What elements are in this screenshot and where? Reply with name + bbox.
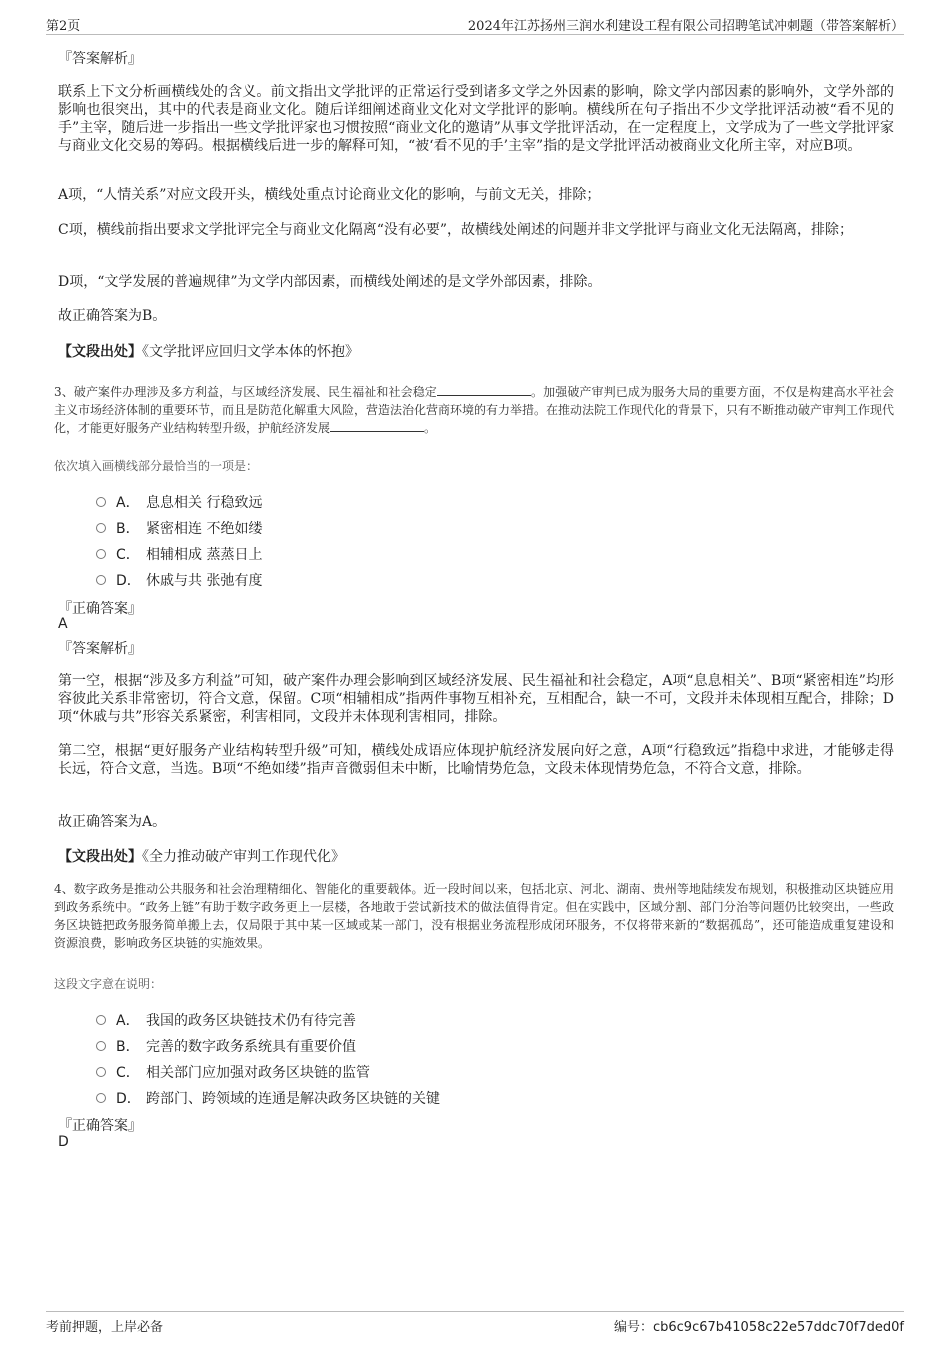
option-text: 休戚与共 张弛有度 bbox=[146, 573, 263, 589]
answer-conclusion: 故正确答案为A。 bbox=[58, 814, 167, 830]
radio-button[interactable] bbox=[96, 1041, 106, 1051]
page-footer bbox=[46, 1311, 904, 1334]
option-key: A． bbox=[116, 495, 140, 511]
analysis-paragraph: 第二空，根据“更好服务产业结构转型升级”可知，横线处成语应体现护航经济发展向好之意，A项“行稳致远”指稳中求进，才能够走得长远，符合文意，当选。B项“不绝如缕”指声音微弱但未中断，比喻情势危急，文段未体现情势危急，不符合文意，排除。 bbox=[58, 743, 894, 777]
option-key: D． bbox=[116, 573, 141, 589]
option-text: 完善的数字政务系统具有重要价值 bbox=[146, 1039, 356, 1055]
radio-button[interactable] bbox=[96, 1093, 106, 1103]
option-text: 我国的政务区块链技术仍有待完善 bbox=[146, 1013, 356, 1029]
question-4-text: 4、数字政务是推动公共服务和社会治理精细化、智能化的重要载体。近一段时间以来，包括北京、河北、湖南、贵州等地陆续发布规划，积极推动区块链应用到政务系统中。“政务上链”有助于数字政务更上一层楼，各地敢于尝试新技术的做法值得肯定。但在实践中，区域分割、部门分治等问题仍比较突出，一些政务区块链把政务服务简单搬上去，仅局限于其中某一区域或某一部门，没有根据业务流程形成闭环服务，不仅将带来新的“数据孤岛”，还可能造成重复建设和资源浪费，影响政务区块链的实施效果。 bbox=[54, 882, 894, 950]
page-number: 第2页 bbox=[46, 19, 81, 34]
option-key: B． bbox=[116, 1039, 140, 1055]
radio-button[interactable] bbox=[96, 549, 106, 559]
correct-answer-label: 『正确答案』 bbox=[58, 601, 142, 617]
page-header bbox=[46, 14, 904, 35]
question-3-text: 3、破产案件办理涉及多方利益，与区域经济发展、民生福祉和社会稳定 。加强破产审判已成为服务大局的重要方面，不仅是构建高水平社会主义市场经济体制的重要环节，而且是防范化解重大风险，营造法治化营商环境的有力举措。在推动法院工作现代化的背景下，只有不断推动破产审判工作现代化，才能更好服务产业结构转型升级，护航经济发展 。 bbox=[54, 385, 895, 435]
source-title: 《文学批评应回归文学本体的怀抱》 bbox=[142, 344, 359, 360]
radio-button[interactable] bbox=[96, 1067, 106, 1077]
code-label: 编号： bbox=[613, 1320, 653, 1335]
correct-answer-value: A bbox=[58, 616, 68, 632]
source-label: 【文段出处】 bbox=[58, 344, 142, 360]
analysis-paragraph: D项，“文学发展的普遍规律”为文学内部因素，而横线处阐述的是文学外部因素，排除。 bbox=[58, 274, 602, 290]
correct-answer-label: 『正确答案』 bbox=[58, 1118, 142, 1134]
document-code bbox=[614, 1316, 904, 1335]
option-text: 相关部门应加强对政务区块链的监管 bbox=[146, 1065, 370, 1081]
radio-button[interactable] bbox=[96, 497, 106, 507]
analysis-paragraph: A项，“人情关系”对应文段开头，横线处重点讨论商业文化的影响，与前文无关，排除； bbox=[58, 187, 601, 203]
correct-answer-value: D bbox=[58, 1134, 69, 1150]
option-text: 紧密相连 不绝如缕 bbox=[146, 521, 263, 537]
answer-conclusion: 故正确答案为B。 bbox=[58, 308, 167, 324]
option-key: D． bbox=[116, 1091, 141, 1107]
analysis-label: 『答案解析』 bbox=[58, 51, 142, 67]
question-3-prompt: 依次填入画横线部分最恰当的一项是： bbox=[54, 459, 259, 473]
analysis-label: 『答案解析』 bbox=[58, 641, 142, 657]
document-title: 2024年江苏扬州三润水利建设工程有限公司招聘笔试冲刺题（带答案解析） bbox=[467, 19, 904, 34]
radio-button[interactable] bbox=[96, 523, 106, 533]
option-key: C． bbox=[116, 1065, 140, 1081]
option-key: C． bbox=[116, 547, 140, 563]
analysis-paragraph: C项，横线前指出要求文学批评完全与商业文化隔离“没有必要”，故横线处阐述的问题并非文学批评与商业文化无法隔离，排除； bbox=[58, 222, 854, 238]
radio-button[interactable] bbox=[96, 1015, 106, 1025]
question-4-prompt: 这段文字意在说明： bbox=[54, 977, 163, 991]
option-text: 相辅相成 蒸蒸日上 bbox=[146, 547, 263, 563]
source-title: 《全力推动破产审判工作现代化》 bbox=[142, 849, 345, 865]
code-value: cb6c9c67b41058c22e57ddc70f7ded0f bbox=[652, 1320, 904, 1335]
option-key: B． bbox=[116, 521, 140, 537]
analysis-paragraph: 第一空，根据“涉及多方利益”可知，破产案件办理会影响到区域经济发展、民生福祉和社会稳定，A项“息息相关”、B项“紧密相连”均形容彼此关系非常密切，符合文意，保留。C项“相辅相成”指两件事物互相补充，互相配合，缺一不可，文段并未体现相互配合，排除；D项“休戚与共”形容关系紧密，利害相同，文段并未体现利害相同，排除。 bbox=[58, 673, 894, 725]
option-text: 跨部门、跨领域的连通是解决政务区块链的关键 bbox=[146, 1091, 440, 1107]
source-citation bbox=[58, 341, 359, 361]
analysis-paragraph: 联系上下文分析画横线处的含义。前文指出文学批评的正常运行受到诸多文学之外因素的影响，除文学内部因素的影响外，文学外部的影响也很突出，其中的代表是商业文化。随后详细阐述商业文化对文学批评的影响。横线所在句子指出不少文学批评活动被“看不见的手”主宰，随后进一步指出一些文学批评家也习惯按照“商业文化的邀请”从事文学批评活动，在一定程度上，文学成为了一些文学批评家与商业文化交易的筹码。根据横线后进一步的解释可知，“被‘看不见的手’主宰”指的是文学批评活动被商业文化所主宰，对应B项。 bbox=[58, 84, 894, 154]
fill-blank bbox=[437, 383, 531, 396]
fill-blank bbox=[330, 419, 424, 432]
radio-button[interactable] bbox=[96, 575, 106, 585]
source-label: 【文段出处】 bbox=[58, 849, 142, 865]
source-citation bbox=[58, 846, 345, 866]
option-key: A． bbox=[116, 1013, 140, 1029]
option-text: 息息相关 行稳致远 bbox=[146, 495, 263, 511]
footer-slogan: 考前押题，上岸必备 bbox=[46, 1320, 164, 1335]
